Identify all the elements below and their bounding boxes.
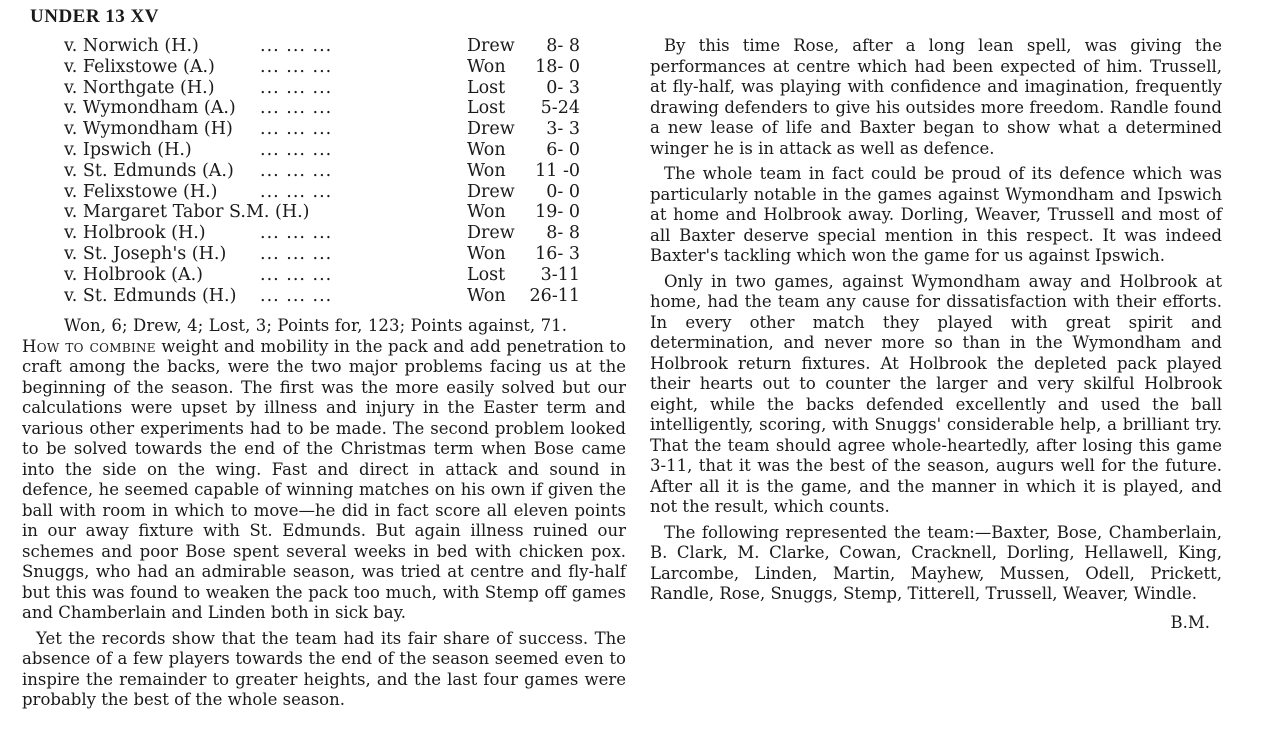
paragraph [22,337,626,624]
fixture-score: 8- 8 [546,36,580,56]
fixture-row [64,244,624,265]
fixture-result: Drew [467,223,515,244]
fixture-score: 18- 0 [535,56,580,77]
fixture-row [64,57,624,78]
fixture-opponent: v. Wymondham (H) [64,119,233,140]
fixture-result: Drew [467,181,515,202]
paragraph: Yet the records show that the team had its fair share of success. The absence of a few players towards the end of the season seemed even to inspire the remainder to greater heights, and the last four games were probably the best of the whole season. [22,628,626,709]
author-signature: B.M. [1170,612,1210,632]
fixture-result: Won [467,56,506,77]
paragraph: The whole team in fact could be proud of its defence which was particularly notable in the games against Wymondham and Ipswich at home and Holbrook away. Dorling, Weaver, Trussell and most of all Baxter deserve special mention in this respect. It was indeed Baxter's tackling which won the game for us against Ipswich. [650,164,1222,265]
fixture-leader-dots: ... ... ... [260,285,333,306]
fixture-opponent: v. Margaret Tabor S.M. (H.) [64,202,310,223]
fixture-result: Lost [467,77,506,98]
fixture-leader-dots: ... ... ... [260,36,333,56]
paragraph: By this time Rose, after a long lean spell, was giving the performances at centre which had been expected of him. Trussell, at fly-half, was playing with confidence and imagination, frequently drawing defenders to give his outsides more freedom. Randle found a new lease of life and Baxter began to show what a determined winger he is in attack as well as defence. [650,36,1222,158]
fixture-score: 16- 3 [535,243,580,264]
paragraph: Only in two games, against Wymondham away and Holbrook at home, had the team any cause for dissatisfaction with their efforts. In every other match they played with great spirit and determination, and never more so than in the Wymondham and Holbrook return fixtures. At Holbrook the depleted pack played their hearts out to counter the larger and very skilful Holbrook eight, while the backs defended excellently and used the ball intelligently, scoring, with Snuggs' considerable help, a brilliant try. That the team should agree whole-heartedly, after losing this game 3-11, that it was the best of the season, augurs well for the future. After all it is the game, and the manner in which it is played, and not the result, which counts. [650,271,1222,516]
fixture-result: Drew [467,36,515,56]
fixture-result: Lost [467,264,506,285]
fixture-row [64,119,624,140]
fixture-result: Lost [467,98,506,119]
fixture-opponent: v. St. Edmunds (A.) [64,160,234,181]
fixture-opponent: v. Ipswich (H.) [64,139,192,160]
fixture-score: 0- 3 [546,77,580,98]
paragraph: The following represented the team:—Baxter, Bose, Chamberlain, B. Clark, M. Clarke, Cowan, Cracknell, Dorling, Hellawell, King, Larcombe, Linden, Martin, Mayhew, Mussen, Odell, Prickett, Randle, Rose, Snuggs, Stemp, Titterell, Trussell, Weaver, Windle. [650,522,1222,603]
fixture-row [64,161,624,182]
left-column [22,316,626,711]
paragraph-lead-in: How to combine [22,336,156,356]
fixture-result: Won [467,160,506,181]
left-body [22,337,626,711]
fixture-score: 26-11 [529,285,580,306]
fixture-score: 11 -0 [535,160,580,181]
fixture-leader-dots: ... ... ... [260,243,333,264]
right-column [650,36,1222,633]
fixture-row [64,286,624,307]
season-summary: Won, 6; Drew, 4; Lost, 3; Points for, 123; Points against, 71. [64,316,568,335]
fixture-opponent: v. Holbrook (H.) [64,223,206,244]
fixture-result: Won [467,243,506,264]
fixture-opponent: v. Northgate (H.) [64,77,215,98]
fixture-leader-dots: ... ... ... [260,160,333,181]
fixture-leader-dots: ... ... ... [260,139,333,160]
fixture-leader-dots: ... ... ... [260,98,333,119]
fixture-opponent: v. Holbrook (A.) [64,264,203,285]
fixture-result: Won [467,139,506,160]
paragraph-text: weight and mobility in the pack and add penetration to craft among the backs, were the two major problems facing us at the beginning of the season. The first was the more easily solved but our calculations were upset by illness and injury in the Easter term and various other experiments had to be made. The second problem looked to be solved towards the end of the Christmas term when Bose came into the side on the wing. Fast and direct in attack and sound in defence, he seemed capable of winning matches on his own if given the ball with room in which to move—he did in fact score all eleven points in our away fixture with St. Edmunds. But again illness ruined our schemes and poor Bose spent several weeks in bed with chicken pox. Snuggs, who had an admirable season, was tried at centre and fly-half but this was found to weaken the pack too much, with Stemp off games and Chamberlain and Linden both in sick bay. [22,336,626,622]
fixture-row [64,265,624,286]
fixture-leader-dots: ... ... ... [260,77,333,98]
fixture-row [64,36,624,57]
fixture-leader-dots: ... ... ... [260,264,333,285]
fixture-opponent: v. Wymondham (A.) [64,98,236,119]
fixture-opponent: v. St. Edmunds (H.) [64,285,237,306]
fixture-result: Won [467,202,506,223]
fixture-row [64,140,624,161]
fixtures-list [64,36,624,306]
fixture-leader-dots: ... ... ... [260,223,333,244]
fixture-score: 6- 0 [546,139,580,160]
fixture-score: 3-11 [540,264,580,285]
fixture-opponent: v. St. Joseph's (H.) [64,243,227,264]
fixture-opponent: v. Norwich (H.) [64,36,199,56]
fixture-score: 0- 0 [546,181,580,202]
section-heading: UNDER 13 XV [30,6,159,27]
fixture-row [64,98,624,119]
fixture-opponent: v. Felixstowe (A.) [64,56,215,77]
fixture-row [64,78,624,99]
fixture-result: Drew [467,119,515,140]
fixture-score: 8- 8 [546,223,580,244]
fixture-leader-dots: ... ... ... [260,181,333,202]
fixture-opponent: v. Felixstowe (H.) [64,181,218,202]
fixture-result: Won [467,285,506,306]
fixture-score: 19- 0 [535,202,580,223]
fixture-row [64,182,624,203]
fixture-leader-dots: ... ... ... [260,56,333,77]
fixture-row [64,223,624,244]
fixture-score: 5-24 [540,98,580,119]
fixture-score: 3- 3 [546,119,580,140]
fixture-row [64,202,624,223]
fixture-leader-dots: ... ... ... [260,119,333,140]
